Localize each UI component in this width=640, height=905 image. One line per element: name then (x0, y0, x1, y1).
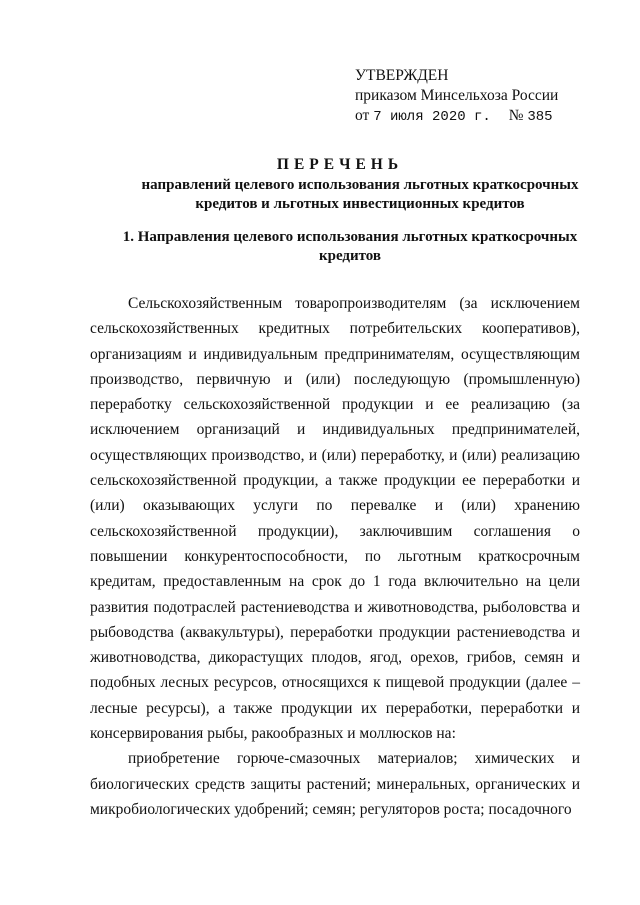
paragraph-2: приобретение горюче-смазочных материалов; химических и биологических средств защиты растений; минеральных, органических и микробиологических удобрений; семян; регуляторов роста; посадочного (90, 750, 580, 818)
body-text (90, 291, 580, 822)
subtitle-line-1: направлений целевого использования льготных краткосрочных (141, 177, 579, 193)
section-heading-line-2: кредитов (318, 248, 382, 264)
approval-title: УТВЕРЖДЕН (355, 67, 449, 84)
approval-date-line (355, 106, 558, 127)
document-title: ПЕРЕЧЕНЬ (276, 156, 404, 173)
section-heading-line-1: 1. Направления целевого использования льготных краткосрочных (122, 229, 578, 245)
section-heading (80, 228, 620, 266)
approval-date-prefix: от (355, 107, 370, 124)
document-subtitle (70, 176, 640, 214)
approval-stamp (355, 66, 558, 127)
approval-order-line: приказом Минсельхоза России (355, 87, 559, 104)
subtitle-line-2: кредитов и льготных инвестиционных кредитов (195, 196, 525, 212)
approval-date: 7 июля 2020 г. (373, 109, 491, 125)
approval-number: 385 (527, 109, 553, 125)
paragraph-1: Сельскохозяйственным товаропроизводителям (за исключением сельскохозяйственных кредитных потребительских кооперативов), организациям и индивидуальным предпринимателям, осуществляющим производство, первичную и (или) последующую (промышленную) переработку сельскохозяйственной продукции и ее реализацию (за исключением организаций и индивидуальных предпринимателей, осуществляющих производство, и (или) переработку, и (или) реализацию сельскохозяйственной продукции, а также продукции ее переработки и (или) оказывающих услуги по перевалке и (или) хранению сельскохозяйственной продукции), заключившим соглашения о повышении конкурентоспособности, по льготным краткосрочным кредитам, предоставленным на срок до 1 года включительно на цели развития подотраслей растениеводства и животноводства, рыболовства и рыбоводства (аквакультуры), переработки продукции растениеводства и животноводства, дикорастущих плодов, ягод, орехов, грибов, семян и подобных лесных ресурсов, относящихся к пищевой продукции (далее – лесные ресурсы), а также продукции их переработки, переработки и консервирования рыбы, ракообразных и моллюсков на: (90, 295, 580, 743)
approval-number-sign: № (508, 107, 524, 124)
